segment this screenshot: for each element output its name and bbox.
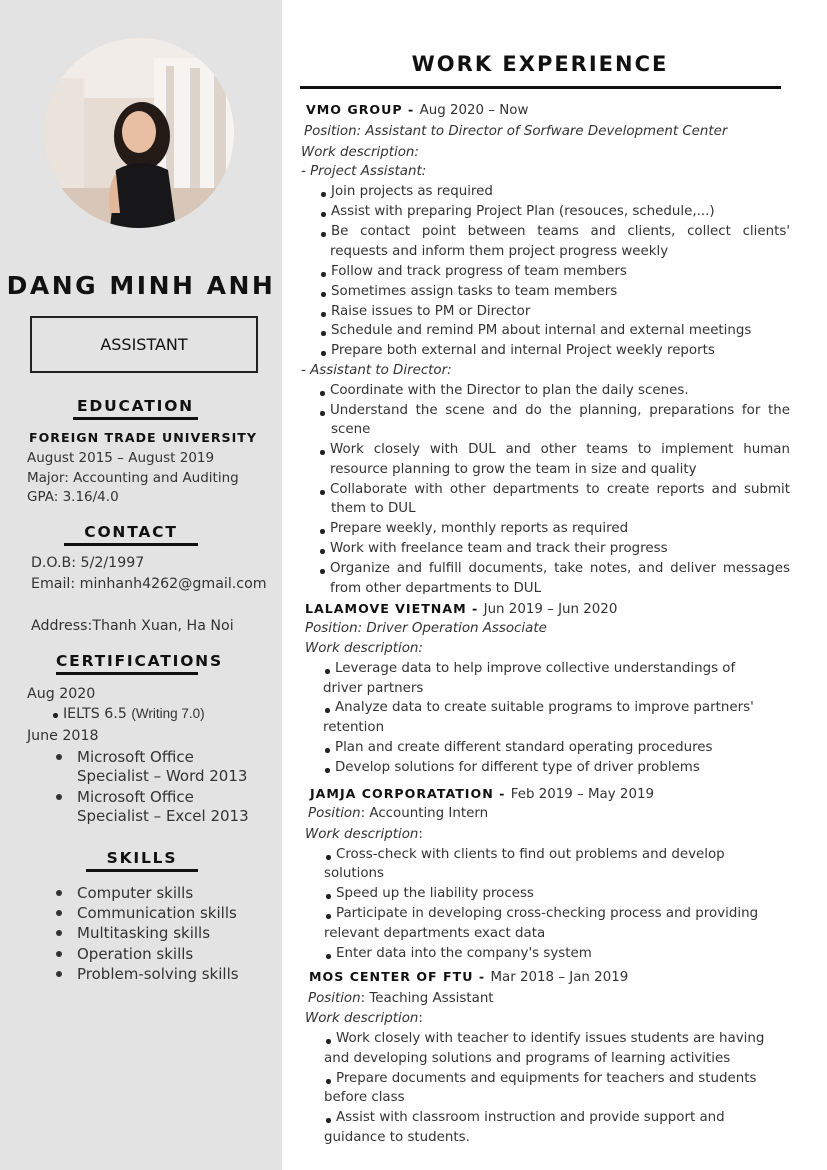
bullet-dot: [320, 490, 325, 495]
duty-item: Assist with classroom instruction and provide support and: [336, 1110, 725, 1125]
education-school: FOREIGN TRADE UNIVERSITY: [29, 430, 257, 445]
duty-item: Prepare weekly, monthly reports as required: [330, 521, 629, 536]
duty-item: Sometimes assign tasks to team members: [331, 284, 618, 299]
duty-item-cont: retention: [323, 720, 385, 735]
bullet-dot: [321, 331, 326, 336]
duty-item: Understand the scene and do the planning, preparations for the: [330, 403, 790, 418]
sub-role-label: - Project Assistant:: [301, 164, 427, 179]
bullet-dot: [321, 192, 326, 197]
bullet-dot: [325, 748, 330, 753]
cert-mos-word-line2: Specialist – Word 2013: [77, 767, 248, 785]
education-gpa: GPA: 3.16/4.0: [27, 489, 119, 505]
duty-item: Enter data into the company's system: [336, 946, 592, 961]
bullet-dot: [326, 1039, 331, 1044]
bullet-dot: [320, 411, 325, 416]
duty-item: Join projects as required: [331, 184, 493, 199]
duty-item-cont: before class: [324, 1090, 405, 1105]
company-name: MOS CENTER OF FTU -: [309, 969, 491, 984]
duty-item: Work with freelance team and track their progress: [330, 541, 668, 556]
desc-label-text: Work description: [305, 1011, 419, 1026]
job-position: [305, 620, 547, 638]
duty-item: Follow and track progress of team members: [331, 264, 627, 279]
bullet-dot: [320, 529, 325, 534]
job-position: [304, 123, 727, 141]
cert-ielts-score: IELTS 6.5: [63, 706, 132, 722]
duty-item-cont: from other departments to DUL: [330, 581, 542, 594]
skill-item: Multitasking skills: [77, 924, 211, 942]
bullet-dot: [56, 971, 62, 977]
duty-item: Develop solutions for different type of driver problems: [335, 760, 700, 775]
duty-item: Work closely with DUL and other teams to implement human: [330, 442, 790, 457]
heading-divider: [300, 86, 781, 89]
job-header-vmo: [306, 101, 528, 120]
skill-item: Problem-solving skills: [77, 965, 239, 983]
duty-item: Organize and fulfill documents, take notes, and deliver messages: [330, 561, 790, 576]
position-label: Position: [305, 621, 358, 636]
job-header-lalamove: [305, 600, 617, 619]
duty-item: Cross-check with clients to find out problems and develop: [336, 847, 725, 862]
cert-ielts-writing: (Writing 7.0): [131, 706, 205, 721]
cert-ielts: [63, 706, 205, 722]
cert-mos-excel-line2: Specialist – Excel 2013: [77, 807, 249, 825]
education-dates: August 2015 – August 2019: [27, 450, 215, 466]
position-label: Position: [308, 806, 361, 821]
bullet-dot: [56, 890, 62, 896]
sub-role-label: - Assistant to Director:: [301, 363, 452, 378]
bullet-dot: [320, 450, 325, 455]
job-header-jamja: [310, 785, 654, 804]
work-description-label: [305, 826, 423, 844]
education-heading: EDUCATION: [73, 397, 198, 420]
bullet-dot: [325, 708, 330, 713]
duty-item: Be contact point between teams and clients, collect clients': [331, 224, 790, 239]
bullet-dot: [321, 232, 326, 237]
duty-item-cont: guidance to students.: [324, 1130, 470, 1145]
duty-item-cont: driver partners: [323, 681, 424, 696]
bullet-dot: [56, 930, 62, 936]
position-value: : Teaching Assistant: [360, 991, 494, 1006]
skills-heading: SKILLS: [86, 849, 198, 872]
work-description-label: Work description:: [305, 641, 423, 656]
bullet-dot: [320, 549, 325, 554]
position-value: : Driver Operation Associate: [357, 621, 547, 636]
duty-item-cont: them to DUL: [331, 501, 416, 516]
job-dates: Mar 2018 – Jan 2019: [490, 970, 629, 985]
bullet-dot: [320, 391, 325, 396]
contact-heading: CONTACT: [64, 523, 198, 546]
skill-item: Communication skills: [77, 904, 237, 922]
bullet-dot: [321, 312, 326, 317]
desc-label-colon: :: [418, 827, 423, 842]
bullet-dot: [326, 1079, 331, 1084]
bullet-dot: [321, 272, 326, 277]
duty-item: Raise issues to PM or Director: [331, 304, 531, 319]
bullet-dot: [56, 910, 62, 916]
cert-date-2: June 2018: [27, 728, 99, 744]
job-position: [308, 805, 488, 823]
bullet-dot: [325, 768, 330, 773]
duty-item: Collaborate with other departments to create reports and submit: [330, 482, 790, 497]
work-experience-heading: WORK EXPERIENCE: [411, 52, 669, 76]
company-name: JAMJA CORPORATATION -: [310, 786, 511, 801]
job-title-box: [30, 316, 258, 373]
bullet-dot: [321, 292, 326, 297]
position-label: Position: [308, 991, 361, 1006]
cert-date-1: Aug 2020: [27, 686, 96, 702]
duty-item-cont: requests and inform them project progress weekly: [330, 244, 669, 259]
duty-item: Plan and create different standard operating procedures: [335, 740, 713, 755]
duty-item: Analyze data to create suitable programs to improve partners': [335, 700, 754, 715]
skill-item: Operation skills: [77, 945, 194, 963]
bullet-dot: [56, 951, 62, 957]
duty-item: Participate in developing cross-checking process and providing: [336, 906, 759, 921]
work-description-label: [305, 1010, 423, 1028]
duty-item: Schedule and remind PM about internal and external meetings: [331, 323, 752, 338]
duty-item-cont: resource planning to grow the team in size and quality: [330, 462, 697, 477]
candidate-name: DANG MINH ANH: [6, 271, 276, 300]
job-dates: Feb 2019 – May 2019: [510, 787, 655, 802]
work-description-label: Work description:: [301, 145, 419, 160]
bullet-dot: [320, 569, 325, 574]
bullet-dot: [326, 894, 331, 899]
position-value: : Accounting Intern: [360, 806, 489, 821]
bullet-dot: [325, 669, 330, 674]
contact-address: Address:Thanh Xuan, Ha Noi: [31, 618, 234, 634]
education-major: Major: Accounting and Auditing: [27, 470, 239, 486]
bullet-dot: [321, 212, 326, 217]
company-name: LALAMOVE VIETNAM -: [305, 601, 484, 616]
job-title: ASSISTANT: [100, 335, 188, 354]
skill-item: Computer skills: [77, 884, 194, 902]
desc-label-colon: :: [418, 1011, 423, 1026]
duty-item: Assist with preparing Project Plan (resouces, schedule,...): [331, 204, 715, 219]
bullet-dot: [326, 914, 331, 919]
profile-photo: [44, 38, 234, 228]
duty-item-cont: relevant departments exact data: [324, 926, 546, 941]
contact-dob: D.O.B: 5/2/1997: [31, 555, 145, 571]
cert-mos-word-line1: Microsoft Office: [77, 748, 194, 766]
duty-item-cont: scene: [331, 422, 371, 437]
job-position: [308, 990, 494, 1008]
bullet-dot: [321, 351, 326, 356]
company-name: VMO GROUP -: [306, 102, 420, 117]
bullet-dot: [326, 855, 331, 860]
certifications-heading: CERTIFICATIONS: [56, 652, 198, 675]
job-header-mos: [309, 968, 628, 987]
duty-item: Work closely with teacher to identify issues students are having: [336, 1031, 765, 1046]
position-label: Position: [304, 124, 357, 139]
duty-item-cont: and developing solutions and programs of learning activities: [324, 1051, 731, 1066]
job-dates: Jun 2019 – Jun 2020: [483, 602, 618, 617]
duty-item: Leverage data to help improve collective understandings of: [335, 661, 736, 676]
bullet-dot: [56, 754, 62, 760]
bullet-dot: [56, 794, 62, 800]
duty-item: Speed up the liability process: [336, 886, 534, 901]
duty-item: Prepare both external and internal Project weekly reports: [331, 343, 715, 358]
duty-item: Coordinate with the Director to plan the daily scenes.: [330, 383, 689, 398]
job-dates: Aug 2020 – Now: [419, 103, 529, 118]
bullet-dot: [326, 954, 331, 959]
duty-item-cont: solutions: [324, 866, 385, 881]
duty-item-clip: [330, 580, 800, 594]
bullet-dot: [53, 713, 58, 718]
position-value: : Assistant to Director of Sorfware Development Center: [356, 124, 728, 139]
contact-email: Email: minhanh4262@gmail.com: [31, 576, 267, 592]
cert-mos-excel-line1: Microsoft Office: [77, 788, 194, 806]
duty-item: Prepare documents and equipments for teachers and students: [336, 1071, 757, 1086]
desc-label-text: Work description: [305, 827, 419, 842]
bullet-dot: [326, 1118, 331, 1123]
